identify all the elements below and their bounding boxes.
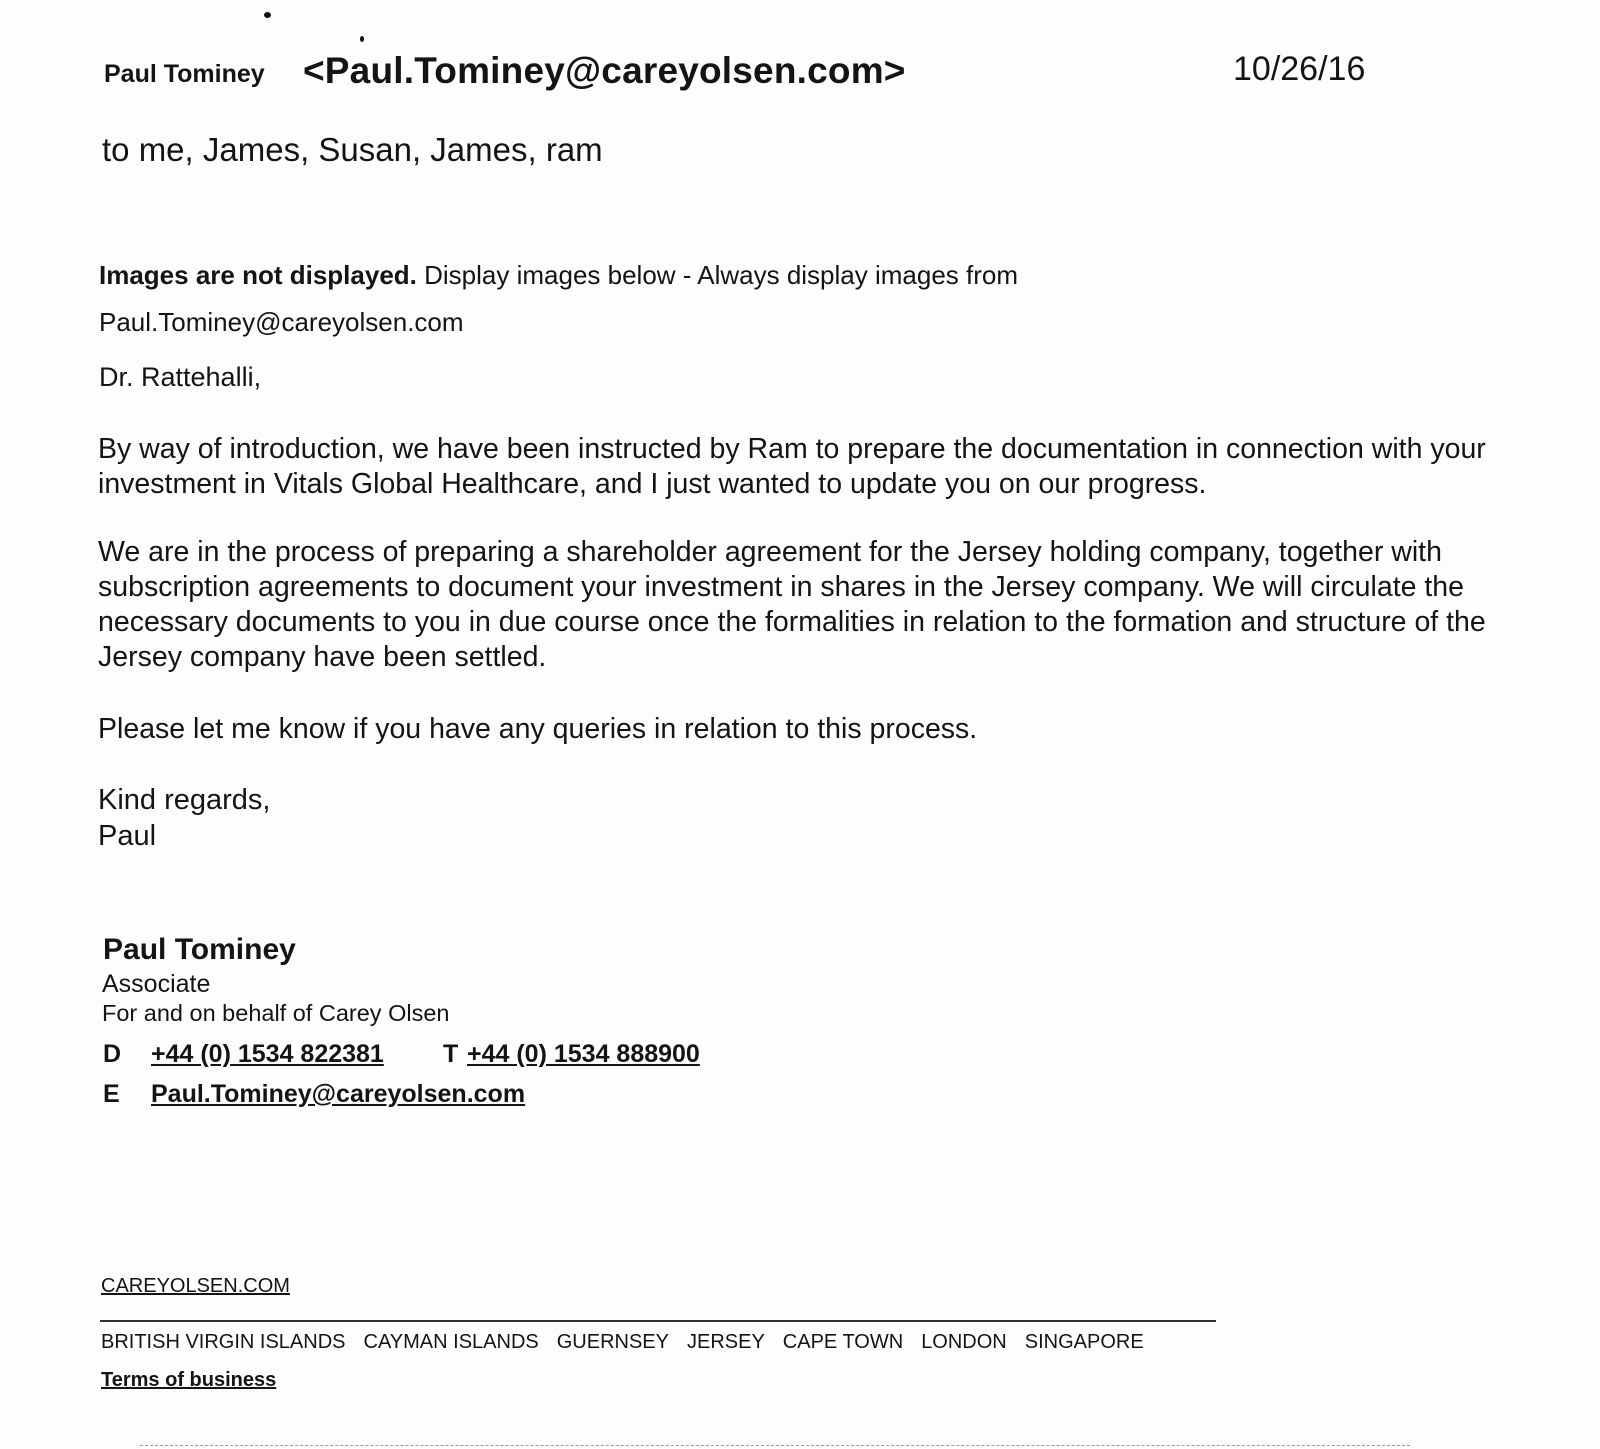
- direct-label: D: [103, 1040, 122, 1068]
- signature-email-link[interactable]: Paul.Tominey@careyolsen.com: [151, 1080, 526, 1108]
- recipients[interactable]: to me, James, Susan, James, ram: [102, 131, 603, 168]
- office-bvi: BRITISH VIRGIN ISLANDS: [101, 1331, 346, 1353]
- closing-block: [98, 782, 271, 854]
- office-list: [101, 1331, 1162, 1354]
- website-link[interactable]: CAREYOLSEN.COM: [101, 1275, 290, 1297]
- images-notice-bold: Images are not displayed.: [99, 260, 417, 290]
- email-date: 10/26/16: [1233, 50, 1366, 88]
- signoff: Paul: [98, 820, 157, 852]
- signature-name: Paul Tominey: [103, 933, 296, 966]
- terms-of-business-link[interactable]: Terms of business: [101, 1369, 277, 1391]
- office-cayman: CAYMAN ISLANDS: [363, 1331, 539, 1353]
- images-notice-email: Paul.Tominey@careyolsen.com: [99, 307, 464, 337]
- sender-name: Paul Tominey: [104, 60, 265, 88]
- office-london: LONDON: [921, 1331, 1007, 1353]
- page-edge: [140, 1445, 1410, 1446]
- greeting: Dr. Rattehalli,: [99, 362, 262, 392]
- tel-phone-link[interactable]: +44 (0) 1534 888900: [467, 1040, 700, 1068]
- office-jersey: JERSEY: [686, 1331, 765, 1353]
- office-guernsey: GUERNSEY: [556, 1331, 669, 1353]
- signature-firm: For and on behalf of Carey Olsen: [102, 1000, 450, 1026]
- office-cape-town: CAPE TOWN: [782, 1331, 904, 1353]
- display-images-link[interactable]: Display images below - Always display images from: [424, 260, 1019, 290]
- footer-divider: [100, 1320, 1216, 1322]
- body-paragraph-3: Please let me know if you have any queries in relation to this process.: [98, 713, 978, 745]
- direct-phone-link[interactable]: +44 (0) 1534 822381: [151, 1040, 384, 1068]
- images-notice: [99, 260, 1018, 291]
- closing: Kind regards,: [98, 784, 271, 816]
- body-paragraph-1: By way of introduction, we have been instructed by Ram to prepare the documentation in connection with your investment in Vitals Global Healthcare, and I just wanted to update you on our progress.: [98, 433, 1486, 500]
- email-label: E: [103, 1080, 120, 1108]
- body-paragraph-2: We are in the process of preparing a shareholder agreement for the Jersey holding company, together with subscription agreements to document your investment in shares in the Jersey company. We will circulate the necessary documents to you in due course once the formalities in relation to the formation and structure of the Jersey company have been settled.: [98, 536, 1486, 673]
- sender-email[interactable]: <Paul.Tominey@careyolsen.com>: [303, 50, 906, 91]
- office-singapore: SINGAPORE: [1024, 1331, 1144, 1353]
- tel-label: T: [443, 1040, 459, 1068]
- signature-title: Associate: [102, 970, 211, 998]
